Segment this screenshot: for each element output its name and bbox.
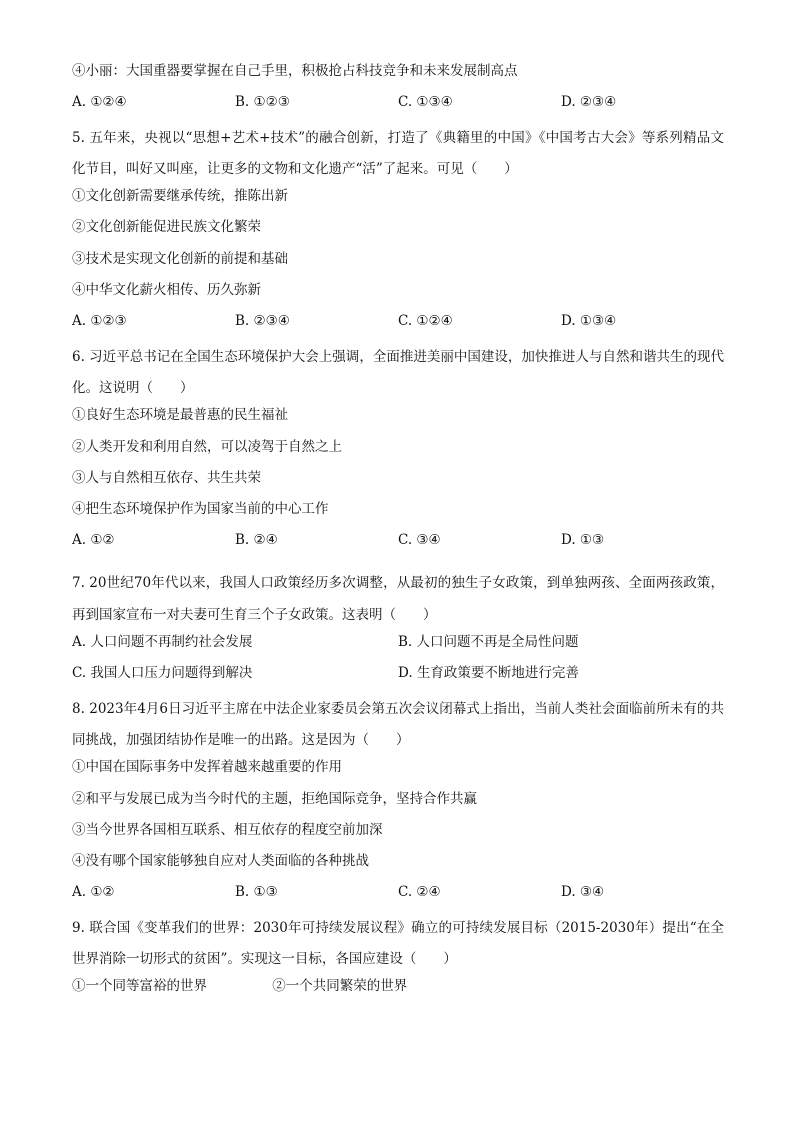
q6-item-2: ②人类开发和利用自然，可以凌驾于自然之上	[72, 438, 342, 455]
q5-item-4: ④中华文化薪火相传、历久弥新	[72, 282, 261, 299]
q6-item-1: ①良好生态环境是最普惠的民生福祉	[72, 407, 288, 424]
q6-options	[72, 529, 724, 551]
q8-stem: 8. 2023年4月6日习近平主席在中法企业家委员会第五次会议闭幕式上指出，当前人类社会面临前所未有的共同挑战，加强团结协作是唯一的出路。这是因为（ ）	[72, 700, 724, 748]
q8-option-b[interactable]: B. ①③	[235, 884, 278, 901]
q6-stem: 6. 习近平总书记在全国生态环境保护大会上强调，全面推进美丽中国建设，加快推进人与自然和谐共生的现代化。这说明（ ）	[72, 348, 724, 396]
q5-options	[72, 310, 724, 332]
q7-option-b[interactable]: B. 人口问题不再是全局性问题	[398, 634, 579, 651]
exam-page	[72, 60, 724, 1007]
q8-options	[72, 881, 724, 903]
q5-option-c[interactable]: C. ①②④	[398, 313, 453, 330]
q4-option-d[interactable]: D. ②③④	[561, 94, 617, 111]
q6-option-d[interactable]: D. ①③	[561, 532, 605, 549]
q4-item-4: ④小丽：大国重器要掌握在自己手里，积极抢占科技竞争和未来发展制高点	[72, 63, 518, 79]
q4-option-c[interactable]: C. ①③④	[398, 94, 453, 111]
q7-option-d[interactable]: D. 生育政策要不断地进行完善	[398, 665, 579, 682]
q8-option-a[interactable]: A. ①②	[72, 884, 115, 901]
q9-items-row	[72, 975, 724, 997]
q8-item-4: ④没有哪个国家能够独自应对人类面临的各种挑战	[72, 853, 369, 870]
q5-option-a[interactable]: A. ①②③	[72, 313, 127, 330]
q7-option-a[interactable]: A. 人口问题不再制约社会发展	[72, 634, 253, 651]
q8-option-d[interactable]: D. ③④	[561, 884, 605, 901]
q6-option-b[interactable]: B. ②④	[235, 532, 278, 549]
q6-item-3: ③人与自然相互依存、共生共荣	[72, 469, 261, 486]
q7-option-c[interactable]: C. 我国人口压力问题得到解决	[72, 665, 253, 682]
q9-item-2: ②一个共同繁荣的世界	[272, 978, 408, 995]
q7-stem: 7. 20世纪70年代以来，我国人口政策经历多次调整，从最初的独生子女政策，到单独两孩、全面两孩政策，再到国家宣布一对夫妻可生育三个子女政策。这表明（ ）	[72, 575, 724, 623]
q5-stem: 5. 五年来，央视以“思想+艺术+技术”的融合创新，打造了《典籍里的中国》《中国考古大会》等系列精品文化节目，叫好又叫座，让更多的文物和文化遗产“活”了起来。可见（ ）	[72, 129, 724, 177]
q8-item-1: ①中国在国际事务中发挥着越来越重要的作用	[72, 759, 342, 776]
q4-option-a[interactable]: A. ①②④	[72, 94, 127, 111]
q4-option-b[interactable]: B. ①②③	[235, 94, 290, 111]
q8-item-3: ③当今世界各国相互联系、相互依存的程度空前加深	[72, 821, 383, 838]
q6-option-a[interactable]: A. ①②	[72, 532, 115, 549]
q5-item-3: ③技术是实现文化创新的前提和基础	[72, 250, 288, 267]
q5-item-1: ①文化创新需要继承传统，推陈出新	[72, 188, 288, 205]
q6-item-4: ④把生态环境保护作为国家当前的中心工作	[72, 501, 329, 518]
q5-item-2: ②文化创新能促进民族文化繁荣	[72, 219, 261, 236]
q8-item-2: ②和平与发展已成为当今时代的主题，拒绝国际竞争，坚持合作共赢	[72, 790, 477, 807]
q9-item-1: ①一个同等富裕的世界	[72, 978, 207, 995]
q6-option-c[interactable]: C. ③④	[398, 532, 441, 549]
q7-options-row-2	[72, 662, 724, 684]
q5-option-d[interactable]: D. ①③④	[561, 313, 617, 330]
q7-options-row-1	[72, 631, 724, 653]
q5-option-b[interactable]: B. ②③④	[235, 313, 290, 330]
q8-option-c[interactable]: C. ②④	[398, 884, 441, 901]
q9-stem: 9. 联合国《变革我们的世界：2030年可持续发展议程》确立的可持续发展目标（2015-2030年）提出“在全世界消除一切形式的贫困”。实现这一目标，各国应建设（ ）	[72, 919, 724, 968]
q4-options	[72, 91, 724, 113]
